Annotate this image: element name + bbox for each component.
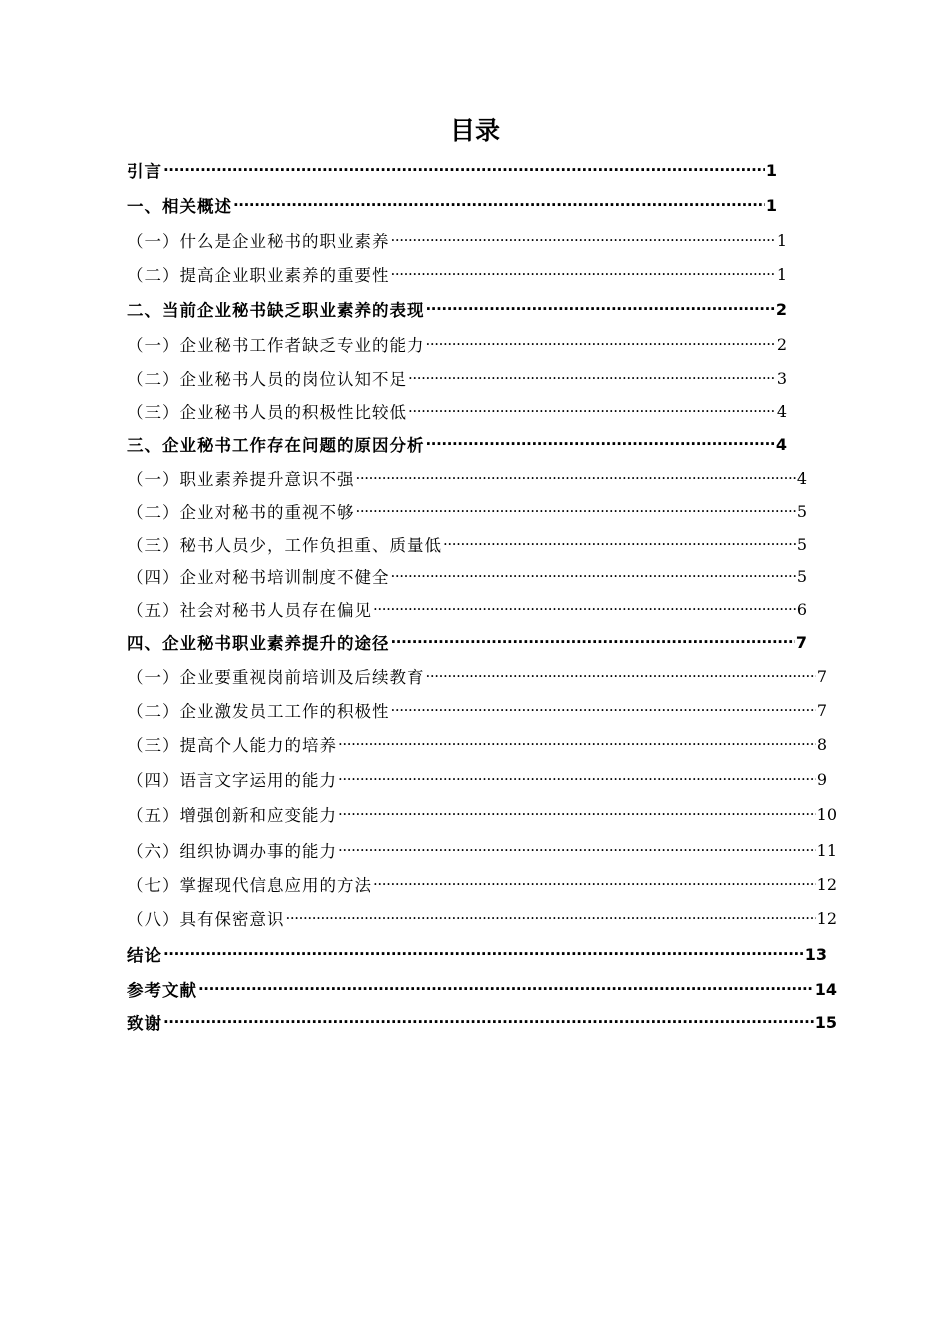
toc-entry-page-number: 5 (796, 566, 807, 586)
toc-entry[interactable] (127, 901, 837, 935)
toc-entry[interactable] (127, 527, 807, 561)
toc-entry[interactable] (127, 937, 827, 971)
dot-leader (391, 633, 795, 651)
toc-entry-page-number: 8 (816, 734, 827, 754)
toc-entry-title: （二）企业秘书人员的岗位认知不足 (127, 370, 407, 389)
toc-entry-page-number: 11 (816, 840, 837, 860)
toc-entry[interactable] (127, 223, 787, 257)
toc-entry-page-number: 3 (776, 368, 787, 388)
toc-entry-title: （一）企业秘书工作者缺乏专业的能力 (127, 336, 425, 355)
toc-entry[interactable] (127, 762, 827, 796)
dot-leader (356, 502, 796, 520)
dot-leader (356, 469, 796, 487)
toc-entry-title: 三、企业秘书工作存在问题的原因分析 (127, 436, 425, 455)
toc-entry[interactable] (127, 153, 777, 187)
toc-entry[interactable] (127, 693, 827, 727)
toc-entry-title: （五）社会对秘书人员存在偏见 (127, 601, 372, 620)
dot-leader (233, 196, 765, 214)
toc-entry-page-number: 7 (795, 632, 807, 652)
dot-leader (426, 667, 816, 685)
toc-entry-page-number: 2 (776, 334, 787, 354)
dot-leader (408, 369, 776, 387)
dot-leader (426, 300, 775, 318)
toc-entry-title: （五）增强创新和应变能力 (127, 806, 337, 825)
toc-entry-title: 结论 (127, 946, 162, 965)
toc-entry[interactable] (127, 659, 827, 693)
toc-entry-title: 参考文献 (127, 981, 197, 1000)
dot-leader (163, 1013, 814, 1031)
toc-entry-title: （三）秘书人员少，工作负担重、质量低 (127, 536, 442, 555)
toc-entry[interactable] (127, 327, 787, 361)
toc-entry[interactable] (127, 797, 837, 831)
toc-entry-page-number: 2 (775, 299, 787, 319)
toc-entry[interactable] (127, 592, 807, 626)
dot-leader (426, 435, 775, 453)
toc-entry-title: （六）组织协调办事的能力 (127, 842, 337, 861)
dot-leader (286, 909, 816, 927)
toc-entry-page-number: 7 (816, 700, 827, 720)
toc-entry[interactable] (127, 625, 807, 659)
page-title: 目录 (449, 116, 500, 145)
dot-leader (338, 770, 816, 788)
toc-entry-page-number: 9 (816, 769, 827, 789)
toc-entry-title: （四）语言文字运用的能力 (127, 771, 337, 790)
toc-entry-title: 二、当前企业秘书缺乏职业素养的表现 (127, 301, 425, 320)
toc-entry-title: 四、企业秘书职业素养提升的途径 (127, 634, 390, 653)
dot-leader (391, 265, 776, 283)
toc-entry-page-number: 5 (796, 501, 807, 521)
toc-entry[interactable] (127, 461, 807, 495)
toc-entry[interactable] (127, 188, 777, 222)
toc-entry-title: （二）企业激发员工工作的积极性 (127, 702, 390, 721)
toc-entry-page-number: 5 (796, 534, 807, 554)
dot-leader (338, 805, 816, 823)
toc-entry-title: （一）企业要重视岗前培训及后续教育 (127, 668, 425, 687)
dot-leader (443, 535, 796, 553)
toc-entry-page-number: 12 (816, 908, 837, 928)
toc-entry-page-number: 15 (814, 1012, 837, 1032)
toc-entry[interactable] (127, 559, 807, 593)
dot-leader (408, 402, 776, 420)
toc-entry-title: （三）提高个人能力的培养 (127, 736, 337, 755)
toc-entry-title: 引言 (127, 162, 162, 181)
toc-entry-page-number: 7 (816, 666, 827, 686)
toc-entry-page-number: 4 (776, 401, 787, 421)
toc-entry-title: （二）企业对秘书的重视不够 (127, 503, 355, 522)
dot-leader (163, 161, 765, 179)
toc-entry[interactable] (127, 427, 787, 461)
toc-entry[interactable] (127, 292, 787, 326)
toc-entry-title: 一、相关概述 (127, 197, 232, 216)
toc-entry[interactable] (127, 361, 787, 395)
toc-entry-title: 致谢 (127, 1014, 162, 1033)
dot-leader (338, 735, 816, 753)
toc-entry[interactable] (127, 972, 837, 1006)
dot-leader (163, 945, 804, 963)
toc-entry-page-number: 1 (765, 160, 777, 180)
toc-entry-title: （七）掌握现代信息应用的方法 (127, 876, 372, 895)
toc-entry[interactable] (127, 833, 837, 867)
dot-leader (391, 701, 816, 719)
dot-leader (338, 841, 816, 859)
toc-entry[interactable] (127, 494, 807, 528)
toc-entry-page-number: 13 (804, 944, 827, 964)
toc-entry-title: （一）职业素养提升意识不强 (127, 470, 355, 489)
dot-leader (373, 875, 816, 893)
toc-entry-page-number: 6 (796, 599, 807, 619)
toc-entry-page-number: 12 (816, 874, 837, 894)
toc-entry-title: （一）什么是企业秘书的职业素养 (127, 232, 390, 251)
toc-entry-page-number: 14 (814, 979, 837, 999)
toc-entry-page-number: 4 (775, 434, 787, 454)
toc-entry-title: （二）提高企业职业素养的重要性 (127, 266, 390, 285)
dot-leader (391, 231, 776, 249)
toc-entry-title: （八）具有保密意识 (127, 910, 285, 929)
toc-entry-page-number: 10 (816, 804, 837, 824)
dot-leader (391, 567, 796, 585)
toc-entry-title: （三）企业秘书人员的积极性比较低 (127, 403, 407, 422)
toc-entry-page-number: 1 (776, 230, 787, 250)
toc-entry-page-number: 1 (776, 264, 787, 284)
dot-leader (373, 600, 796, 618)
toc-entry-title: （四）企业对秘书培训制度不健全 (127, 568, 390, 587)
toc-entry[interactable] (127, 257, 787, 291)
toc-entry-page-number: 4 (796, 468, 807, 488)
toc-entry-page-number: 1 (765, 195, 777, 215)
dot-leader (426, 335, 776, 353)
toc-entry[interactable] (127, 394, 787, 428)
toc-entry[interactable] (127, 867, 837, 901)
dot-leader (198, 980, 814, 998)
toc-entry[interactable] (127, 1005, 837, 1039)
toc-entry[interactable] (127, 727, 827, 761)
